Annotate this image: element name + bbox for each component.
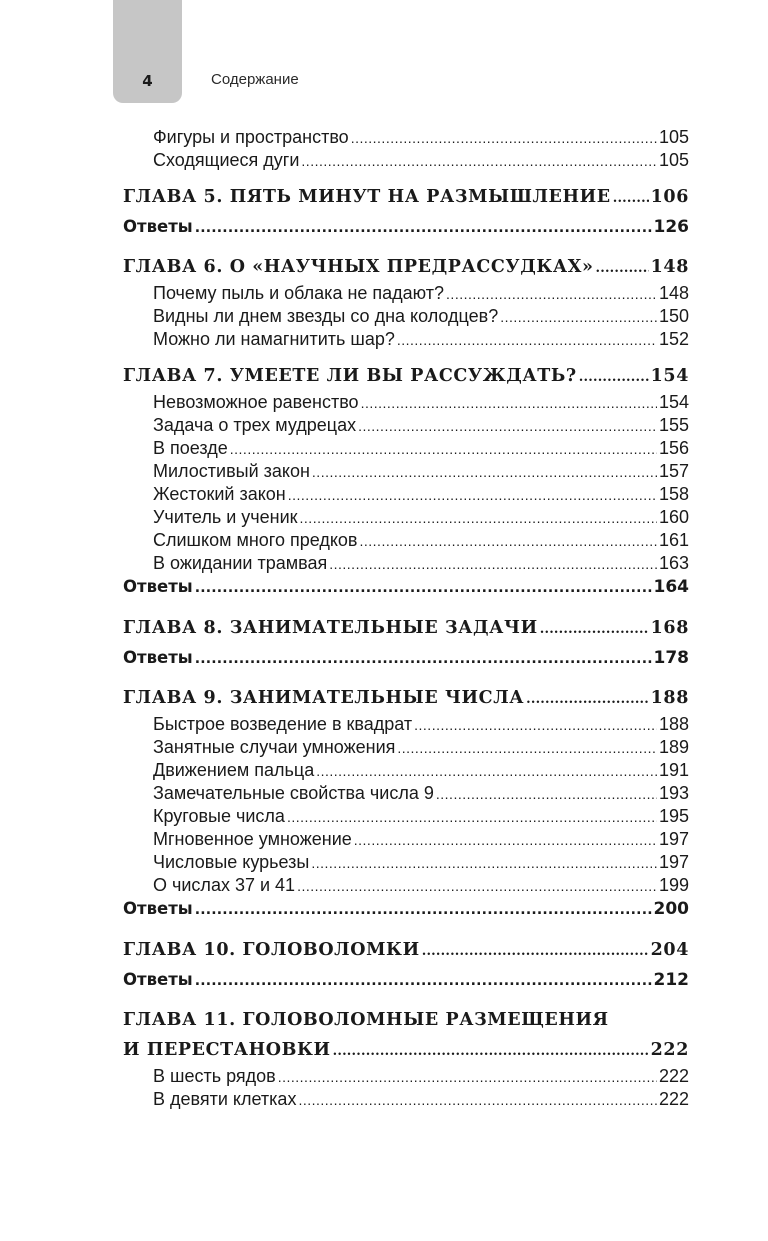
toc-entry-title: Учитель и ученик [153, 507, 298, 527]
answers-page: 178 [653, 648, 689, 668]
dot-leader [446, 283, 657, 306]
toc-entry-page: 157 [658, 461, 689, 481]
toc-entry-title: Мгновенное умножение [153, 829, 352, 849]
chapter-title: ГЛАВА 7. УМЕЕТЕ ЛИ ВЫ РАССУЖДАТЬ? [123, 366, 577, 386]
toc-entry-page: 188 [658, 714, 689, 734]
chapter-page: 168 [650, 618, 689, 638]
dot-leader [329, 553, 657, 576]
answers-title: Ответы [123, 577, 193, 596]
toc-entry[interactable] [123, 437, 689, 460]
toc-entry-title: Числовые курьезы [153, 852, 310, 872]
chapter-page: 106 [650, 187, 689, 207]
dot-leader [354, 829, 657, 852]
toc-entry[interactable] [123, 782, 689, 805]
dot-leader [500, 306, 657, 329]
toc-entry-title: Слишком много предков [153, 530, 358, 550]
toc-entry[interactable] [123, 713, 689, 736]
toc-entry[interactable] [123, 736, 689, 759]
dot-leader [195, 213, 652, 243]
toc-entry-title: Жестокий закон [153, 484, 286, 504]
dot-leader [397, 737, 657, 760]
toc-chapter-8[interactable] [123, 613, 689, 643]
toc-entry-page: 105 [658, 150, 689, 170]
toc-entry[interactable] [123, 460, 689, 483]
page-number: 4 [142, 72, 153, 90]
toc-entry-title: Почему пыль и облака не падают? [153, 283, 445, 303]
toc-entry[interactable] [123, 851, 689, 874]
toc-answers-7[interactable] [123, 575, 689, 599]
answers-title: Ответы [123, 217, 193, 236]
toc-entry[interactable] [123, 552, 689, 575]
page-number-tab [113, 0, 182, 103]
chapter-page: 222 [650, 1040, 689, 1060]
toc-entry-title: Задача о трех мудрецах [153, 415, 357, 435]
toc-entry-page: 152 [658, 329, 689, 349]
dot-leader [436, 783, 657, 806]
toc-entry-page: 105 [658, 127, 689, 147]
toc-entry-page: 199 [658, 875, 689, 895]
dot-leader [297, 875, 657, 898]
dot-leader [358, 415, 657, 438]
dot-leader [540, 615, 649, 645]
toc-entry[interactable] [123, 1065, 689, 1088]
dot-leader [300, 507, 657, 530]
toc-entry[interactable] [123, 149, 689, 172]
toc-entry[interactable] [123, 529, 689, 552]
toc-entry-page: 222 [658, 1089, 689, 1109]
toc-entry-title: Сходящиеся дуги [153, 150, 300, 170]
chapter-title: ГЛАВА 9. ЗАНИМАТЕЛЬНЫЕ ЧИСЛА [123, 688, 525, 708]
dot-leader [397, 329, 657, 352]
dot-leader [596, 254, 649, 284]
chapter-title-line-1[interactable]: ГЛАВА 11. ГОЛОВОЛОМНЫЕ РАЗМЕЩЕНИЯ [123, 1010, 609, 1030]
toc-answers-8[interactable] [123, 643, 689, 673]
toc-entry-page: 197 [658, 829, 689, 849]
answers-title: Ответы [123, 899, 193, 918]
toc-entry-page: 160 [658, 507, 689, 527]
toc-entry[interactable] [123, 328, 689, 351]
toc-chapter-6[interactable] [123, 252, 689, 282]
chapter-page: 148 [650, 257, 689, 277]
toc-entry-page: 191 [658, 760, 689, 780]
chapter-title: ГЛАВА 6. О «НАУЧНЫХ ПРЕДРАССУДКАХ» [123, 257, 594, 277]
toc-chapter-9[interactable] [123, 683, 689, 713]
toc-entry-title: Видны ли днем звезды со дна колодцев? [153, 306, 499, 326]
toc-entry-page: 148 [658, 283, 689, 303]
toc-entry-title: Замечательные свойства числа 9 [153, 783, 434, 803]
dot-leader [195, 644, 652, 674]
toc-entry[interactable] [123, 874, 689, 897]
toc-chapter-10[interactable] [123, 935, 689, 965]
toc-entry-page: 163 [658, 553, 689, 573]
toc-entry-page: 222 [658, 1066, 689, 1086]
toc-entry[interactable] [123, 282, 689, 305]
dot-leader [195, 576, 652, 600]
toc-entry[interactable] [123, 483, 689, 506]
toc-entry-page: 158 [658, 484, 689, 504]
toc-entry[interactable] [123, 126, 689, 149]
toc-answers-9[interactable] [123, 897, 689, 921]
toc-entry-title: В девяти клетках [153, 1089, 297, 1109]
toc-entry-title: В поезде [153, 438, 228, 458]
toc-entry-title: Быстрое возведение в квадрат [153, 714, 413, 734]
dot-leader [316, 760, 657, 783]
answers-page: 126 [653, 217, 689, 237]
dot-leader [526, 685, 649, 715]
toc-entry-page: 150 [658, 306, 689, 326]
toc-entry-page: 161 [658, 530, 689, 550]
toc-entry-page: 156 [658, 438, 689, 458]
toc-entry[interactable] [123, 506, 689, 529]
dot-leader [422, 937, 649, 967]
dot-leader [360, 530, 657, 553]
toc-chapter-7[interactable] [123, 361, 689, 391]
toc-entry-page: 189 [658, 737, 689, 757]
toc-answers-10[interactable] [123, 965, 689, 995]
toc-entry-title: В шесть рядов [153, 1066, 276, 1086]
chapter-title: ГЛАВА 8. ЗАНИМАТЕЛЬНЫЕ ЗАДАЧИ [123, 618, 538, 638]
toc-entry-title: Милостивый закон [153, 461, 310, 481]
dot-leader [301, 150, 657, 173]
dot-leader [361, 392, 657, 415]
toc-entry[interactable] [123, 391, 689, 414]
toc-entry-title: Круговые числа [153, 806, 285, 826]
answers-page: 164 [653, 577, 689, 597]
toc-entry-title: Занятные случаи умножения [153, 737, 396, 757]
running-title: Содержание [211, 71, 299, 88]
answers-page: 212 [653, 970, 689, 990]
toc-chapter-5[interactable] [123, 182, 689, 212]
toc-entry-title: Движением пальца [153, 760, 315, 780]
toc-entry-page: 155 [658, 415, 689, 435]
dot-leader [579, 363, 649, 393]
dot-leader [333, 1037, 649, 1067]
dot-leader [287, 806, 657, 829]
chapter-page: 204 [650, 940, 689, 960]
toc-entry-title: Невозможное равенство [153, 392, 359, 412]
dot-leader [414, 714, 657, 737]
toc-entry-title: В ожидании трамвая [153, 553, 328, 573]
dot-leader [288, 484, 657, 507]
chapter-title: ГЛАВА 10. ГОЛОВОЛОМКИ [123, 940, 420, 960]
chapter-page: 154 [650, 366, 689, 386]
dot-leader [311, 852, 657, 875]
table-of-contents [123, 126, 689, 1111]
toc-entry-title: О числах 37 и 41 [153, 875, 296, 895]
dot-leader [298, 1089, 657, 1112]
toc-entry[interactable] [123, 805, 689, 828]
dot-leader [312, 461, 657, 484]
answers-title: Ответы [123, 648, 193, 667]
answers-page: 200 [653, 899, 689, 919]
toc-entry-title: Можно ли намагнитить шар? [153, 329, 395, 349]
toc-entry[interactable] [123, 305, 689, 328]
toc-entry-title: Фигуры и пространство [153, 127, 349, 147]
toc-entry-page: 197 [658, 852, 689, 872]
toc-entry-page: 193 [658, 783, 689, 803]
toc-entry[interactable] [123, 828, 689, 851]
chapter-title: И ПЕРЕСТАНОВКИ [123, 1040, 331, 1060]
toc-entry-page: 154 [658, 392, 689, 412]
dot-leader [195, 898, 652, 922]
dot-leader [351, 127, 657, 150]
chapter-title: ГЛАВА 5. ПЯТЬ МИНУТ НА РАЗМЫШЛЕНИЕ [123, 187, 611, 207]
toc-entry[interactable] [123, 414, 689, 437]
answers-title: Ответы [123, 970, 193, 989]
toc-chapter-11[interactable] [123, 1035, 689, 1065]
dot-leader [230, 438, 657, 461]
dot-leader [195, 966, 652, 996]
dot-leader [613, 184, 649, 214]
toc-entry[interactable] [123, 1088, 689, 1111]
toc-answers-5[interactable] [123, 212, 689, 242]
chapter-page: 188 [650, 688, 689, 708]
dot-leader [278, 1066, 657, 1089]
toc-entry[interactable] [123, 759, 689, 782]
toc-entry-page: 195 [658, 806, 689, 826]
